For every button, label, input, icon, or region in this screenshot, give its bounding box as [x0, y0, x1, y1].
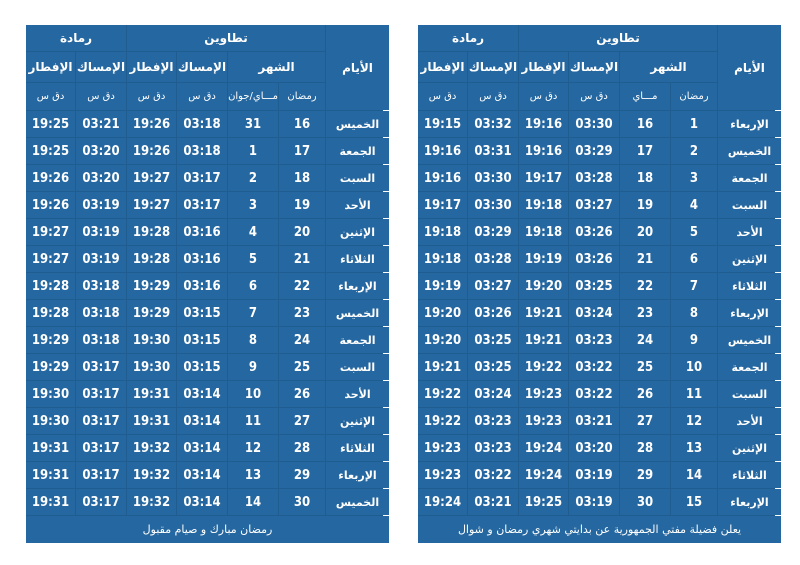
cell-weekday: الإثنين [718, 435, 781, 461]
cell-imsak-rmada: 03:17 [76, 408, 126, 434]
cell-gregorian-date: 8 [228, 327, 278, 353]
cell-weekday: الإربعاء [718, 111, 781, 137]
cell-iftar-rmada: 19:22 [418, 381, 467, 407]
cell-weekday: الجمعة [718, 165, 781, 191]
cell-iftar-rmada: 19:26 [26, 165, 75, 191]
time-unit-label: دق س [569, 83, 619, 110]
cell-iftar-rmada: 19:15 [418, 111, 467, 137]
cell-weekday: الإثنين [326, 219, 389, 245]
timetable-left [26, 25, 383, 536]
cell-imsak-tataouine: 03:26 [569, 219, 619, 245]
time-unit-label: دق س [468, 83, 518, 110]
cell-ramadan-day: 13 [671, 435, 717, 461]
cell-iftar-rmada: 19:21 [418, 354, 467, 380]
header-ramadan: رمضان [279, 83, 325, 110]
header-imsak-tataouine: الإمساك [569, 52, 619, 82]
cell-imsak-tataouine: 03:15 [177, 300, 227, 326]
cell-imsak-tataouine: 03:29 [569, 138, 619, 164]
cell-gregorian-date: 1 [228, 138, 278, 164]
cell-iftar-tataouine: 19:32 [127, 489, 176, 515]
cell-weekday: الأحد [718, 408, 781, 434]
cell-iftar-tataouine: 19:20 [519, 273, 568, 299]
cell-gregorian-date: 29 [620, 462, 670, 488]
cell-weekday: الثلاثاء [718, 462, 781, 488]
cell-gregorian-date: 21 [620, 246, 670, 272]
cell-iftar-rmada: 19:27 [26, 246, 75, 272]
header-imsak-tataouine: الإمساك [177, 52, 227, 82]
cell-imsak-rmada: 03:20 [76, 138, 126, 164]
time-unit-label: دق س [177, 83, 227, 110]
cell-iftar-tataouine: 19:31 [127, 381, 176, 407]
cell-imsak-tataouine: 03:19 [569, 462, 619, 488]
cell-imsak-rmada: 03:28 [468, 246, 518, 272]
cell-imsak-rmada: 03:23 [468, 435, 518, 461]
header-ramadan: رمضان [671, 83, 717, 110]
cell-gregorian-date: 22 [620, 273, 670, 299]
cell-iftar-tataouine: 19:19 [519, 246, 568, 272]
header-gregorian: مـــاي [620, 83, 670, 110]
cell-imsak-rmada: 03:17 [76, 354, 126, 380]
cell-imsak-rmada: 03:17 [76, 489, 126, 515]
cell-ramadan-day: 15 [671, 489, 717, 515]
cell-ramadan-day: 14 [671, 462, 717, 488]
cell-gregorian-date: 24 [620, 327, 670, 353]
cell-weekday: الجمعة [718, 354, 781, 380]
header-iftar-rmada: الإفطار [26, 52, 75, 82]
header-iftar-rmada: الإفطار [418, 52, 467, 82]
cell-iftar-tataouine: 19:32 [127, 462, 176, 488]
cell-imsak-tataouine: 03:27 [569, 192, 619, 218]
cell-gregorian-date: 9 [228, 354, 278, 380]
cell-iftar-tataouine: 19:21 [519, 300, 568, 326]
cell-iftar-tataouine: 19:27 [127, 192, 176, 218]
header-month: الشهر [228, 52, 325, 82]
cell-iftar-rmada: 19:20 [418, 300, 467, 326]
cell-iftar-tataouine: 19:17 [519, 165, 568, 191]
cell-weekday: السبت [718, 192, 781, 218]
cell-imsak-rmada: 03:21 [468, 489, 518, 515]
cell-gregorian-date: 23 [620, 300, 670, 326]
cell-iftar-rmada: 19:18 [418, 219, 467, 245]
cell-iftar-rmada: 19:24 [418, 489, 467, 515]
cell-gregorian-date: 28 [620, 435, 670, 461]
cell-weekday: الثلاثاء [326, 246, 389, 272]
header-gregorian: مـــاي/جوان [228, 83, 278, 110]
cell-gregorian-date: 3 [228, 192, 278, 218]
cell-imsak-rmada: 03:17 [76, 462, 126, 488]
cell-iftar-rmada: 19:23 [418, 462, 467, 488]
cell-iftar-tataouine: 19:31 [127, 408, 176, 434]
header-imsak-rmada: الإمساك [76, 52, 126, 82]
cell-ramadan-day: 22 [279, 273, 325, 299]
cell-iftar-tataouine: 19:29 [127, 273, 176, 299]
cell-weekday: السبت [326, 354, 389, 380]
cell-iftar-rmada: 19:20 [418, 327, 467, 353]
cell-imsak-tataouine: 03:16 [177, 273, 227, 299]
cell-gregorian-date: 18 [620, 165, 670, 191]
cell-ramadan-day: 26 [279, 381, 325, 407]
cell-iftar-rmada: 19:30 [26, 408, 75, 434]
cell-imsak-rmada: 03:21 [76, 111, 126, 137]
cell-imsak-rmada: 03:31 [468, 138, 518, 164]
cell-gregorian-date: 25 [620, 354, 670, 380]
cell-iftar-tataouine: 19:25 [519, 489, 568, 515]
cell-gregorian-date: 6 [228, 273, 278, 299]
cell-gregorian-date: 2 [228, 165, 278, 191]
cell-iftar-rmada: 19:26 [26, 192, 75, 218]
cell-weekday: الأحد [326, 381, 389, 407]
cell-gregorian-date: 30 [620, 489, 670, 515]
header-tataouine: تطاوين [127, 25, 325, 51]
cell-imsak-tataouine: 03:14 [177, 381, 227, 407]
cell-weekday: الإربعاء [718, 300, 781, 326]
cell-gregorian-date: 12 [228, 435, 278, 461]
cell-ramadan-day: 7 [671, 273, 717, 299]
cell-iftar-tataouine: 19:18 [519, 192, 568, 218]
cell-imsak-rmada: 03:32 [468, 111, 518, 137]
cell-imsak-rmada: 03:17 [76, 435, 126, 461]
cell-ramadan-day: 3 [671, 165, 717, 191]
cell-iftar-tataouine: 19:24 [519, 462, 568, 488]
cell-gregorian-date: 20 [620, 219, 670, 245]
cell-iftar-rmada: 19:18 [418, 246, 467, 272]
cell-imsak-rmada: 03:19 [76, 219, 126, 245]
cell-imsak-tataouine: 03:23 [569, 327, 619, 353]
cell-ramadan-day: 25 [279, 354, 325, 380]
cell-iftar-tataouine: 19:30 [127, 327, 176, 353]
cell-ramadan-day: 1 [671, 111, 717, 137]
cell-imsak-tataouine: 03:18 [177, 138, 227, 164]
cell-imsak-tataouine: 03:25 [569, 273, 619, 299]
cell-gregorian-date: 13 [228, 462, 278, 488]
cell-iftar-tataouine: 19:16 [519, 138, 568, 164]
time-unit-label: دق س [26, 83, 75, 110]
cell-ramadan-day: 9 [671, 327, 717, 353]
cell-ramadan-day: 23 [279, 300, 325, 326]
cell-iftar-tataouine: 19:29 [127, 300, 176, 326]
time-unit-label: دق س [418, 83, 467, 110]
header-iftar-tataouine: الإفطار [127, 52, 176, 82]
time-unit-label: دق س [76, 83, 126, 110]
cell-imsak-tataouine: 03:16 [177, 219, 227, 245]
cell-imsak-rmada: 03:25 [468, 354, 518, 380]
cell-imsak-tataouine: 03:21 [569, 408, 619, 434]
cell-imsak-tataouine: 03:14 [177, 489, 227, 515]
header-month: الشهر [620, 52, 717, 82]
cell-imsak-rmada: 03:18 [76, 273, 126, 299]
cell-iftar-tataouine: 19:16 [519, 111, 568, 137]
cell-iftar-rmada: 19:22 [418, 408, 467, 434]
cell-imsak-tataouine: 03:14 [177, 408, 227, 434]
cell-ramadan-day: 29 [279, 462, 325, 488]
cell-weekday: الإثنين [718, 246, 781, 272]
cell-imsak-tataouine: 03:20 [569, 435, 619, 461]
cell-iftar-rmada: 19:31 [26, 462, 75, 488]
cell-weekday: السبت [326, 165, 389, 191]
cell-iftar-tataouine: 19:18 [519, 219, 568, 245]
cell-weekday: الثلاثاء [718, 273, 781, 299]
time-unit-label: دق س [127, 83, 176, 110]
cell-imsak-rmada: 03:30 [468, 165, 518, 191]
cell-iftar-tataouine: 19:28 [127, 246, 176, 272]
cell-ramadan-day: 11 [671, 381, 717, 407]
cell-gregorian-date: 5 [228, 246, 278, 272]
cell-gregorian-date: 31 [228, 111, 278, 137]
header-imsak-rmada: الإمساك [468, 52, 518, 82]
footer-message: يعلن فضيلة مفتي الجمهورية عن بدايتي شهري رمضان و شوال [418, 516, 781, 543]
cell-ramadan-day: 21 [279, 246, 325, 272]
header-rmada: رمادة [418, 25, 518, 51]
cell-gregorian-date: 26 [620, 381, 670, 407]
cell-imsak-rmada: 03:26 [468, 300, 518, 326]
cell-ramadan-day: 2 [671, 138, 717, 164]
cell-ramadan-day: 18 [279, 165, 325, 191]
cell-iftar-rmada: 19:31 [26, 435, 75, 461]
cell-weekday: الخميس [326, 111, 389, 137]
cell-iftar-tataouine: 19:23 [519, 381, 568, 407]
cell-ramadan-day: 24 [279, 327, 325, 353]
cell-iftar-tataouine: 19:30 [127, 354, 176, 380]
header-rmada: رمادة [26, 25, 126, 51]
timetable-right [418, 25, 775, 536]
cell-weekday: الخميس [718, 138, 781, 164]
cell-ramadan-day: 17 [279, 138, 325, 164]
header-days: الأيام [326, 25, 389, 110]
cell-imsak-tataouine: 03:22 [569, 354, 619, 380]
cell-weekday: الإربعاء [718, 489, 781, 515]
cell-imsak-tataouine: 03:17 [177, 165, 227, 191]
cell-iftar-rmada: 19:29 [26, 354, 75, 380]
cell-imsak-rmada: 03:30 [468, 192, 518, 218]
cell-imsak-tataouine: 03:18 [177, 111, 227, 137]
cell-gregorian-date: 14 [228, 489, 278, 515]
cell-gregorian-date: 17 [620, 138, 670, 164]
cell-gregorian-date: 16 [620, 111, 670, 137]
cell-ramadan-day: 6 [671, 246, 717, 272]
cell-imsak-rmada: 03:24 [468, 381, 518, 407]
cell-imsak-rmada: 03:17 [76, 381, 126, 407]
cell-ramadan-day: 27 [279, 408, 325, 434]
cell-iftar-rmada: 19:25 [26, 111, 75, 137]
cell-ramadan-day: 19 [279, 192, 325, 218]
cell-gregorian-date: 11 [228, 408, 278, 434]
cell-ramadan-day: 10 [671, 354, 717, 380]
cell-weekday: الخميس [326, 300, 389, 326]
cell-imsak-rmada: 03:19 [76, 192, 126, 218]
cell-weekday: الأحد [718, 219, 781, 245]
cell-iftar-rmada: 19:23 [418, 435, 467, 461]
cell-imsak-rmada: 03:25 [468, 327, 518, 353]
cell-imsak-tataouine: 03:30 [569, 111, 619, 137]
cell-weekday: الأحد [326, 192, 389, 218]
cell-imsak-rmada: 03:20 [76, 165, 126, 191]
cell-imsak-tataouine: 03:17 [177, 192, 227, 218]
cell-weekday: السبت [718, 381, 781, 407]
cell-iftar-rmada: 19:17 [418, 192, 467, 218]
cell-iftar-rmada: 19:19 [418, 273, 467, 299]
cell-imsak-tataouine: 03:19 [569, 489, 619, 515]
cell-weekday: الخميس [718, 327, 781, 353]
cell-iftar-tataouine: 19:24 [519, 435, 568, 461]
cell-weekday: الخميس [326, 489, 389, 515]
cell-imsak-tataouine: 03:28 [569, 165, 619, 191]
cell-imsak-rmada: 03:23 [468, 408, 518, 434]
header-tataouine: تطاوين [519, 25, 717, 51]
cell-ramadan-day: 12 [671, 408, 717, 434]
cell-iftar-tataouine: 19:26 [127, 138, 176, 164]
cell-iftar-rmada: 19:30 [26, 381, 75, 407]
cell-gregorian-date: 27 [620, 408, 670, 434]
cell-weekday: الإربعاء [326, 462, 389, 488]
cell-gregorian-date: 10 [228, 381, 278, 407]
cell-imsak-tataouine: 03:15 [177, 327, 227, 353]
cell-weekday: الجمعة [326, 327, 389, 353]
cell-iftar-rmada: 19:28 [26, 273, 75, 299]
cell-ramadan-day: 16 [279, 111, 325, 137]
cell-iftar-rmada: 19:29 [26, 327, 75, 353]
cell-ramadan-day: 5 [671, 219, 717, 245]
cell-imsak-tataouine: 03:14 [177, 435, 227, 461]
cell-weekday: الإثنين [326, 408, 389, 434]
cell-ramadan-day: 28 [279, 435, 325, 461]
cell-gregorian-date: 7 [228, 300, 278, 326]
cell-imsak-tataouine: 03:26 [569, 246, 619, 272]
cell-gregorian-date: 19 [620, 192, 670, 218]
footer-message: رمضان مبارك و صيام مقبول [26, 516, 389, 543]
cell-iftar-tataouine: 19:26 [127, 111, 176, 137]
cell-imsak-rmada: 03:19 [76, 246, 126, 272]
cell-iftar-tataouine: 19:23 [519, 408, 568, 434]
cell-iftar-rmada: 19:28 [26, 300, 75, 326]
cell-ramadan-day: 20 [279, 219, 325, 245]
cell-weekday: الثلاثاء [326, 435, 389, 461]
header-iftar-tataouine: الإفطار [519, 52, 568, 82]
cell-iftar-rmada: 19:31 [26, 489, 75, 515]
cell-imsak-rmada: 03:29 [468, 219, 518, 245]
cell-imsak-tataouine: 03:14 [177, 462, 227, 488]
cell-iftar-tataouine: 19:32 [127, 435, 176, 461]
cell-iftar-rmada: 19:16 [418, 165, 467, 191]
cell-ramadan-day: 30 [279, 489, 325, 515]
cell-ramadan-day: 8 [671, 300, 717, 326]
time-unit-label: دق س [519, 83, 568, 110]
cell-iftar-rmada: 19:16 [418, 138, 467, 164]
header-days: الأيام [718, 25, 781, 110]
cell-weekday: الإربعاء [326, 273, 389, 299]
cell-iftar-tataouine: 19:27 [127, 165, 176, 191]
cell-imsak-tataouine: 03:15 [177, 354, 227, 380]
cell-iftar-tataouine: 19:21 [519, 327, 568, 353]
cell-iftar-rmada: 19:27 [26, 219, 75, 245]
cell-ramadan-day: 4 [671, 192, 717, 218]
cell-iftar-rmada: 19:25 [26, 138, 75, 164]
cell-imsak-tataouine: 03:16 [177, 246, 227, 272]
cell-imsak-rmada: 03:18 [76, 327, 126, 353]
cell-iftar-tataouine: 19:22 [519, 354, 568, 380]
cell-weekday: الجمعة [326, 138, 389, 164]
cell-imsak-tataouine: 03:24 [569, 300, 619, 326]
cell-imsak-rmada: 03:27 [468, 273, 518, 299]
cell-gregorian-date: 4 [228, 219, 278, 245]
cell-iftar-tataouine: 19:28 [127, 219, 176, 245]
cell-imsak-rmada: 03:18 [76, 300, 126, 326]
cell-imsak-rmada: 03:22 [468, 462, 518, 488]
cell-imsak-tataouine: 03:22 [569, 381, 619, 407]
